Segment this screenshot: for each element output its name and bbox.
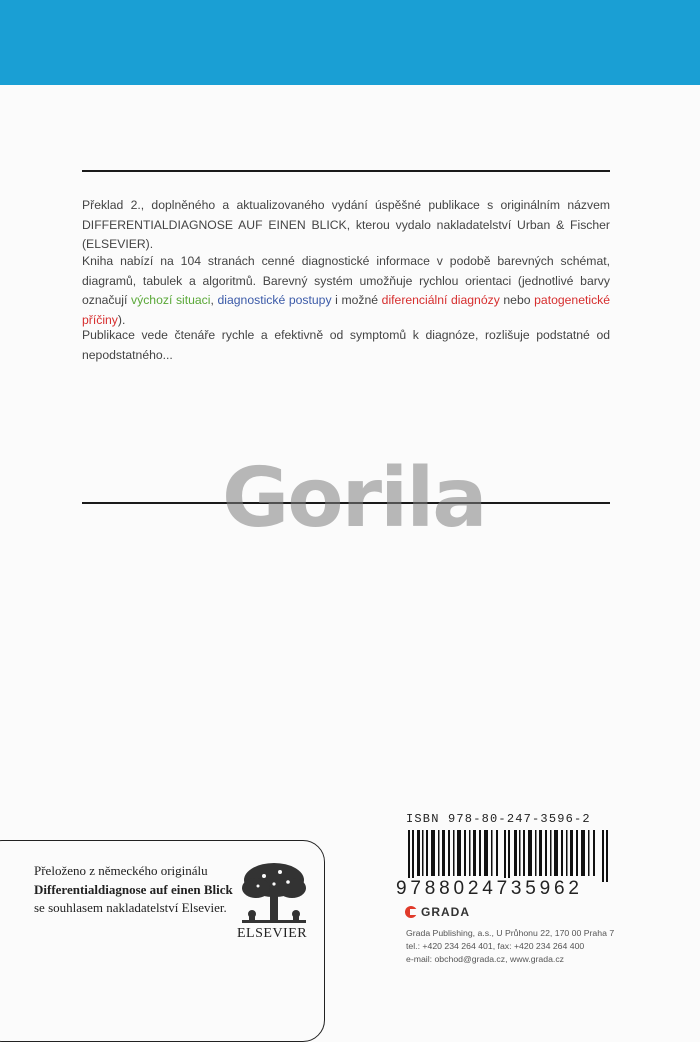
intro-paragraph-3: Publikace vede čtenáře rychle a efektivně od symptomů k diagnóze, rozlišuje podstatné od nepodstatného...: [82, 328, 610, 362]
highlight-pathogenetic-causes: patogenetické příčiny: [82, 293, 611, 327]
publisher-address: Grada Publishing, a.s., U Průhonu 22, 170 00 Praha 7: [406, 928, 615, 938]
highlight-differential-diagnoses: diferenciální diagnózy: [381, 293, 500, 307]
barcode-digits: 9788024735962: [396, 878, 583, 899]
translation-note: Přeloženo z německého originálu Differentialdiagnose auf einen Blick se souhlasem nakladatelství Elsevier.: [34, 863, 233, 915]
grada-logo-icon: [405, 906, 417, 918]
intro-paragraph-2: Kniha nabízí na 104 stranách cenné diagnostické informace v podobě barevných schémat, diagramů, tabulek a algoritmů. Barevný systém umožňuje rychlou orientaci (jednotlivé barvy označují výchozí situaci, diagnostické postupy i možné diferenciální diagnózy nebo patogenetické příčiny).: [82, 254, 611, 327]
watermark: Gorila: [222, 451, 486, 546]
original-title: Differentialdiagnose auf einen Blick: [34, 881, 233, 897]
isbn-label: ISBN 978-80-247-3596-2: [406, 812, 591, 826]
highlight-initial-situation: výchozí situaci: [131, 293, 211, 307]
publisher-phone: tel.: +420 234 264 401, fax: +420 234 264 400: [406, 941, 585, 951]
publisher-email: e-mail: obchod@grada.cz, www.grada.cz: [406, 954, 565, 964]
grada-logo-text: GRADA: [421, 905, 470, 919]
barcode: [408, 830, 608, 882]
intro-paragraph-1: Překlad 2., doplněného a aktualizovaného vydání úspěšné publikace s originálním názvem DIFFERENTIALDIAGNOSE AUF EINEN BLICK, kterou vydalo nakladatelství Urban & Fischer (ELSEVIER).: [82, 198, 610, 251]
top-color-band: [0, 0, 700, 85]
grada-logo: [405, 905, 470, 919]
elsevier-wordmark: ELSEVIER: [237, 926, 308, 941]
top-divider: [82, 170, 610, 172]
highlight-diagnostic-procedures: diagnostické postupy: [217, 293, 332, 307]
